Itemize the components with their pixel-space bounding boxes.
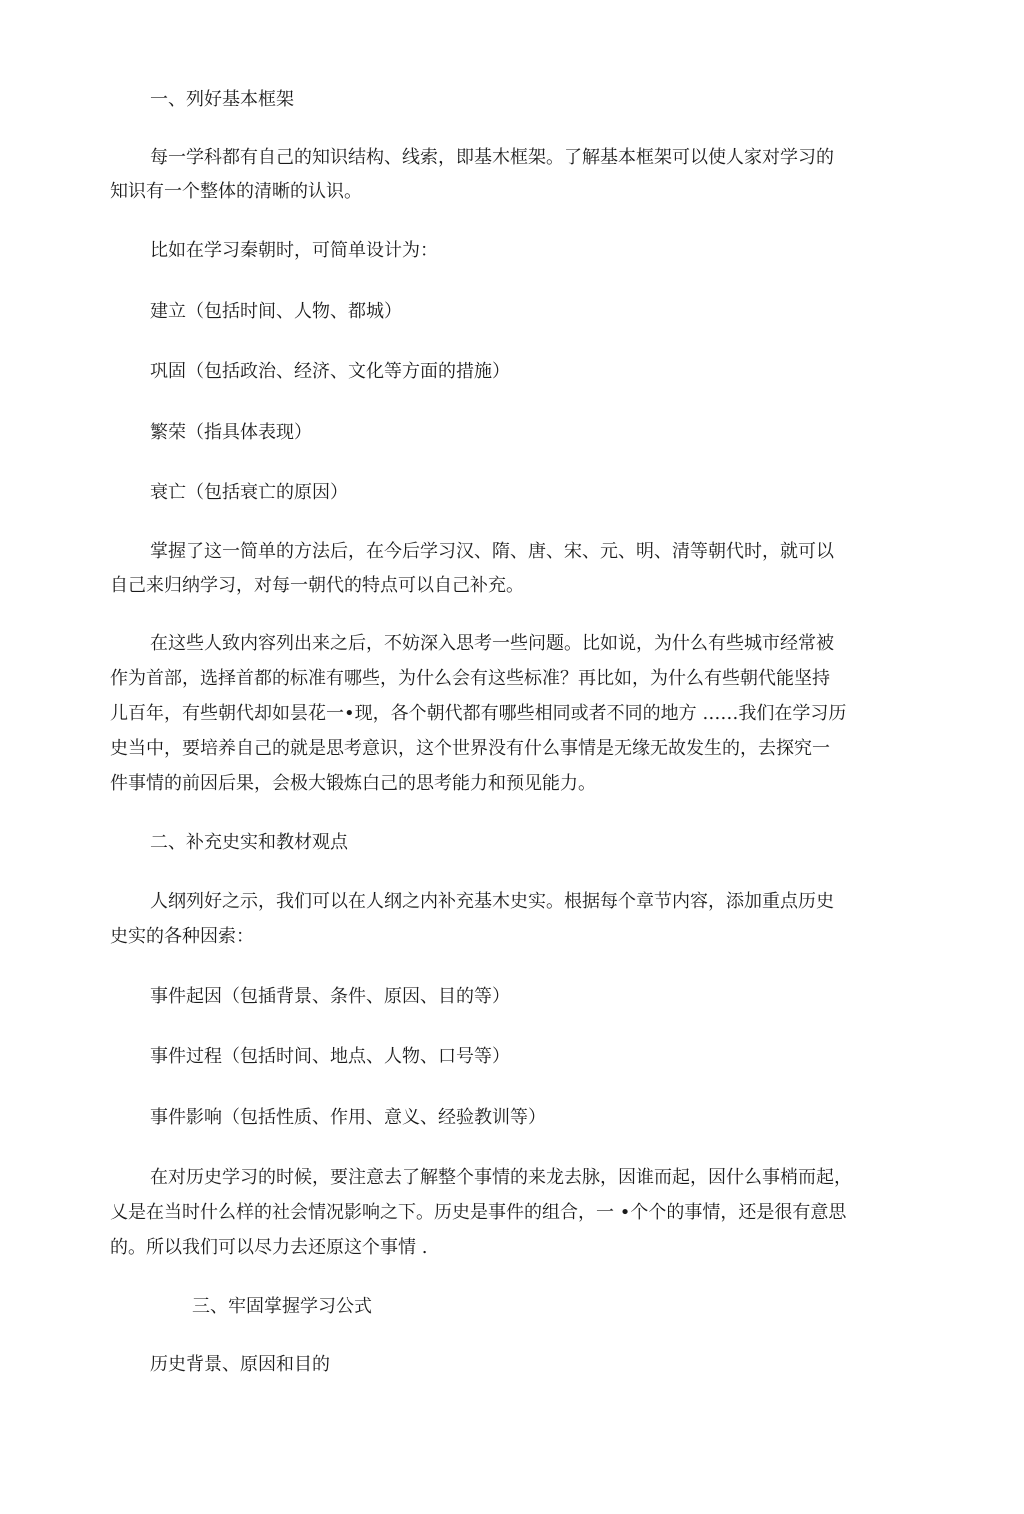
paragraph-line: 在这些人致内容列出来之后，不妨深入思考一些问题。比如说，为什么有些城市经常被	[150, 633, 834, 654]
list-item: 历史背景、原因和目的	[150, 1354, 330, 1375]
list-item: 事件影响（包括性质、作用、意义、经验教训等）	[150, 1107, 546, 1128]
paragraph-line: 的。所以我们可以尽力去还原这个事情 .	[110, 1237, 428, 1258]
list-item: 建立（包括时间、人物、都城）	[150, 301, 402, 322]
paragraph-line: 知识有一个整体的清晰的认识。	[110, 181, 362, 202]
paragraph-line: 件事情的前因后果，会极大锻炼白己的思考能力和预见能力。	[110, 773, 596, 794]
paragraph-line: 自己来归纳学习，对每一朝代的特点可以自己补充。	[110, 575, 524, 596]
paragraph-line: 比如在学习秦朝时，可简单设计为：	[150, 240, 438, 261]
list-item: 繁荣（指具体表现）	[150, 422, 312, 443]
section-heading: 二、补充史实和教材观点	[150, 832, 348, 853]
paragraph-line: 乂是在当时什么样的社会情况影响之下。历史是事件的组合，一 •个个的事情，还是很有意思	[110, 1202, 847, 1223]
paragraph-line: 人纲列好之示，我们可以在人纲之内补充基木史实。根据每个章节内容，添加重点历史	[150, 891, 834, 912]
section-heading: 一、列好基本框架	[150, 89, 294, 110]
section-heading: 三、牢固掌握学习公式	[192, 1296, 372, 1317]
paragraph-line: 儿百年，有些朝代却如昙花一•现，各个朝代都有哪些相同或者不同的地方 ……我们在学习历	[110, 703, 847, 724]
list-item: 事件起因（包插背景、条件、原因、目的等）	[150, 986, 510, 1007]
paragraph-line: 史实的各种因索：	[110, 926, 254, 947]
list-item: 事件过程（包括时间、地点、人物、口号等）	[150, 1046, 510, 1067]
paragraph-line: 作为首部，选择首都的标准有哪些，为什么会有这些标准？再比如，为什么有些朝代能坚持	[110, 668, 830, 689]
paragraph-line: 掌握了这一简单的方法后，在今后学习汉、隋、唐、宋、元、明、清等朝代时，就可以	[150, 541, 834, 562]
list-item: 衰亡（包括衰亡的原因）	[150, 482, 348, 503]
paragraph-line: 每一学科都有自己的知识结构、线索，即基木框架。了解基本框架可以使人家对学习的	[150, 147, 834, 168]
paragraph-line: 史当中，要培养自己的就是思考意识，这个世界没有什么事情是无缘无故发生的，去探究一	[110, 738, 830, 759]
list-item: 巩固（包括政治、经济、文化等方面的措施）	[150, 361, 510, 382]
paragraph-line: 在对历史学习的时候，要注意去了解整个事情的来龙去脉，因谁而起，因什么事梢而起，	[150, 1167, 852, 1188]
